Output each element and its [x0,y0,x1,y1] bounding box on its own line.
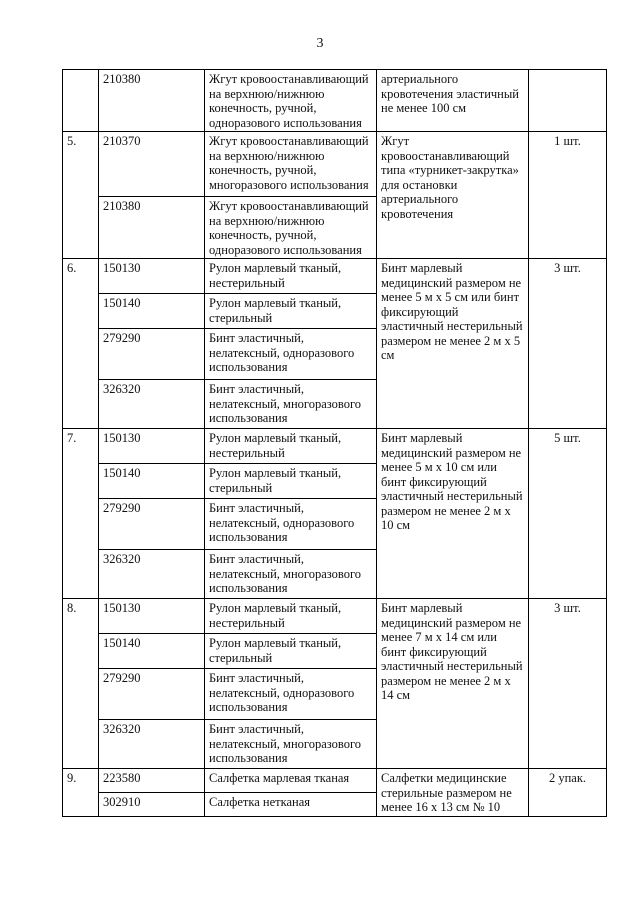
item-code: 223580 [99,769,205,793]
quantity: 1 шт. [529,132,607,259]
item-name: Бинт эластичный, нелатексный, многоразового использования [205,550,377,599]
item-name: Рулон марлевый тканый, нестерильный [205,259,377,294]
quantity: 2 упак. [529,769,607,817]
requirement-description: Бинт марлевый медицинский размером не менее 5 м х 10 см или бинт фиксирующий эластичный нестерильный размером не менее 2 м х 10 см [377,429,529,599]
quantity: 3 шт. [529,599,607,769]
page-number: 3 [316,36,324,51]
requirement-description: Бинт марлевый медицинский размером не менее 5 м х 5 см или бинт фиксирующий эластичный нестерильный размером не менее 2 м х 5 см [377,259,529,429]
item-name: Салфетка нетканая [205,792,377,816]
requirement-description: Бинт марлевый медицинский размером не менее 7 м х 14 см или бинт фиксирующий эластичный нестерильный размером не менее 2 м х 14 см [377,599,529,769]
item-code: 302910 [99,792,205,816]
item-name: Бинт эластичный, нелатексный, многоразового использования [205,380,377,429]
item-name: Салфетка марлевая тканая [205,769,377,793]
item-name: Рулон марлевый тканый, стерильный [205,464,377,499]
table-row [63,132,607,197]
quantity: 3 шт. [529,259,607,429]
item-code: 150130 [99,259,205,294]
item-code: 210380 [99,70,205,132]
requirement-description: артериального кровотечения эластичный не менее 100 см [377,70,529,132]
item-code: 279290 [99,499,205,550]
medical-items-table [62,69,607,817]
item-code: 150130 [99,429,205,464]
row-number: 7. [63,429,99,599]
quantity: 5 шт. [529,429,607,599]
table-row [63,259,607,294]
item-name: Жгут кровоостанавливающий на верхнюю/нижнюю конечность, ручной, одноразового использования [205,70,377,132]
quantity [529,70,607,132]
item-name: Рулон марлевый тканый, стерильный [205,634,377,669]
row-number: 8. [63,599,99,769]
item-code: 326320 [99,550,205,599]
row-number: 9. [63,769,99,817]
row-number [63,70,99,132]
item-name: Бинт эластичный, нелатексный, одноразового использования [205,329,377,380]
item-code: 326320 [99,380,205,429]
item-name: Жгут кровоостанавливающий на верхнюю/нижнюю конечность, ручной, одноразового использования [205,197,377,259]
item-code: 150140 [99,294,205,329]
table-row [63,599,607,634]
table-body [63,70,607,817]
item-code: 279290 [99,329,205,380]
item-code: 210370 [99,132,205,197]
item-name: Бинт эластичный, нелатексный, одноразового использования [205,669,377,720]
item-name: Жгут кровоостанавливающий на верхнюю/нижнюю конечность, ручной, многоразового использования [205,132,377,197]
row-number: 5. [63,132,99,259]
item-code: 150140 [99,464,205,499]
item-code: 279290 [99,669,205,720]
table-row [63,429,607,464]
item-name: Рулон марлевый тканый, стерильный [205,294,377,329]
item-code: 210380 [99,197,205,259]
table-row [63,70,607,132]
item-name: Бинт эластичный, нелатексный, одноразового использования [205,499,377,550]
row-number: 6. [63,259,99,429]
table-row [63,769,607,793]
item-name: Рулон марлевый тканый, нестерильный [205,429,377,464]
item-name: Рулон марлевый тканый, нестерильный [205,599,377,634]
item-code: 150140 [99,634,205,669]
item-code: 326320 [99,720,205,769]
requirement-description: Салфетки медицинские стерильные размером не менее 16 х 13 см № 10 [377,769,529,817]
item-name: Бинт эластичный, нелатексный, многоразового использования [205,720,377,769]
item-code: 150130 [99,599,205,634]
requirement-description: Жгут кровоостанавливающий типа «турникет-закрутка» для остановки артериального кровотечения [377,132,529,259]
